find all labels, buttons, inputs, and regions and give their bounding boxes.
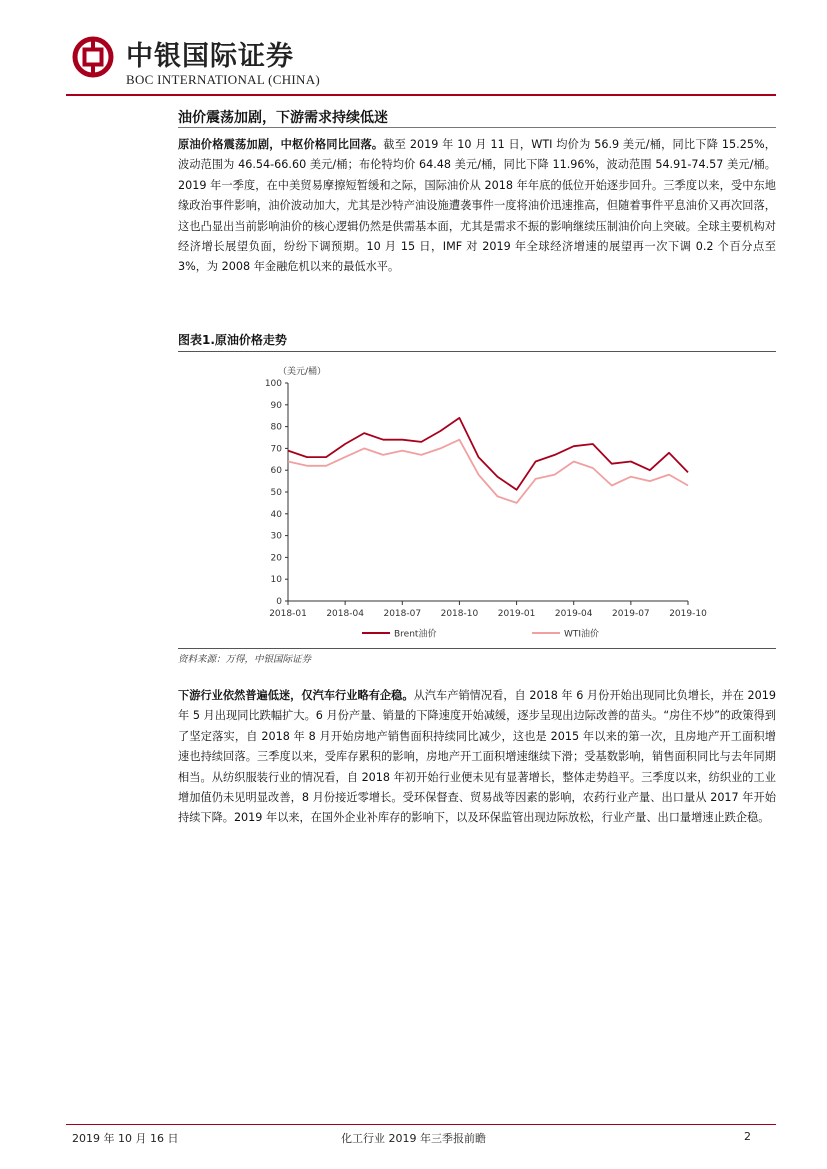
y-tick-label: 30 <box>270 531 282 542</box>
brand-name-cn: 中银国际证券 <box>126 41 294 72</box>
y-tick-label: 100 <box>264 379 282 389</box>
x-tick-label: 2018-04 <box>326 609 364 619</box>
footer-date: 2019 年 10 月 16 日 <box>72 1132 179 1145</box>
x-tick-label: 2019-01 <box>497 609 536 619</box>
paragraph-body: 截至 2019 年 10 月 11 日，WTI 均价为 56.9 美元/桶，同比下降 15.25%，波动范围为 46.54-66.60 美元/桶；布伦特均价 64.48 美元/桶，同比下降 11.96%，波动范围 54.91-74.57 美元/桶。2019 年一季度，在中美贸易摩擦短暂缓和之际，国际油价从 2018 年年底的低位开始逐步回升。三季度以来，受中东地缘政治事件影响，油价波动加大，尤其是沙特产油设施遭袭事件一度将油价迅速推高，但随着事件平息油价又再次回落，这也凸显出当前影响油价的核心逻辑仍然是供需基本面，尤其是需求不振的影响继续压制油价向上突破。全球主要机构对经济增长展望负面，纷纷下调预期。10 月 15 日，IMF 对 2019 年全球经济增速的展望再一次下调 0.2 个百分点至 3%，为 2008 年金融危机以来的最低水平。 <box>178 138 776 274</box>
figure-title: 图表1.原油价格走势 <box>178 333 287 347</box>
section-divider <box>178 127 776 128</box>
y-tick-label: 10 <box>270 575 282 586</box>
series-lines <box>288 418 688 503</box>
legend <box>362 628 599 640</box>
y-tick-label: 80 <box>270 422 282 433</box>
x-tick-label: 2018-10 <box>440 609 479 619</box>
y-axis <box>265 379 288 607</box>
paragraph-body: 从汽车产销情况看，自 2018 年 6 月份开始出现同比负增长，并在 2019 年 5 月出现同比跌幅扩大。6 月份产量、销量的下降速度开始减缓，逐步呈现出边际改善的苗头。“房住不炒”的政策得到了坚定落实，自 2018 年 8 月开始房地产销售面积持续同比减少，这也是 2015 年以来的第一次，且房地产开工面积增速也持续回落。三季度以来，受库存累积的影响，房地产开工面积增速继续下滑；受基数影响，销售面积同比与去年同期相当。从纺织服装行业的情况看，自 2018 年初开始行业便未见有显著增长，整体走势趋平。三季度以来，纺织业的工业增加值仍未见明显改善，8 月份接近零增长。受环保督查、贸易战等因素的影响，农药行业产量、出口量从 2017 年开始持续下降。2019 年以来，在国外企业补库存的影响下，以及环保监管出现边际放松，行业产量、出口量增速止跌企稳。 <box>178 689 777 825</box>
x-tick-label: 2019-10 <box>669 609 707 619</box>
x-axis <box>269 601 707 619</box>
x-tick-label: 2018-07 <box>383 609 422 619</box>
paragraph-lead: 下游行业依然普遍低迷，仅汽车行业略有企稳。 <box>178 689 414 702</box>
brand-name-en: BOC INTERNATIONAL (CHINA) <box>126 72 321 87</box>
x-tick-label: 2018-01 <box>269 609 307 619</box>
page-number: 2 <box>744 1130 751 1143</box>
boc-logo-icon <box>72 36 114 78</box>
series-line <box>288 440 688 503</box>
y-tick-label: 40 <box>270 509 282 520</box>
y-tick-label: 50 <box>270 488 282 498</box>
figure-source: 资料来源：万得，中银国际证券 <box>178 654 312 665</box>
oil-price-chart <box>240 358 707 644</box>
paragraph-oil-price <box>178 135 776 278</box>
y-tick-label: 20 <box>270 553 282 564</box>
x-tick-label: 2019-07 <box>612 609 650 619</box>
legend-label: Brent油价 <box>394 629 437 640</box>
y-tick-label: 0 <box>276 597 282 607</box>
footer-report-title: 化工行业 2019 年三季报前瞻 <box>341 1132 486 1145</box>
y-tick-label: 90 <box>270 400 282 411</box>
x-tick-label: 2019-04 <box>554 609 593 619</box>
figure-bottom-rule <box>178 648 776 649</box>
y-axis-label: （美元/桶） <box>278 367 327 377</box>
y-tick-label: 60 <box>270 466 282 477</box>
y-tick-label: 70 <box>270 444 282 455</box>
legend-label: WTI油价 <box>564 629 600 640</box>
footer-divider <box>66 1124 776 1125</box>
figure-top-rule <box>178 351 776 352</box>
paragraph-lead: 原油价格震荡加剧，中枢价格同比回落。 <box>178 138 384 151</box>
section-title: 油价震荡加剧，下游需求持续低迷 <box>178 110 388 126</box>
paragraph-downstream <box>178 686 776 829</box>
header-divider <box>66 94 776 96</box>
